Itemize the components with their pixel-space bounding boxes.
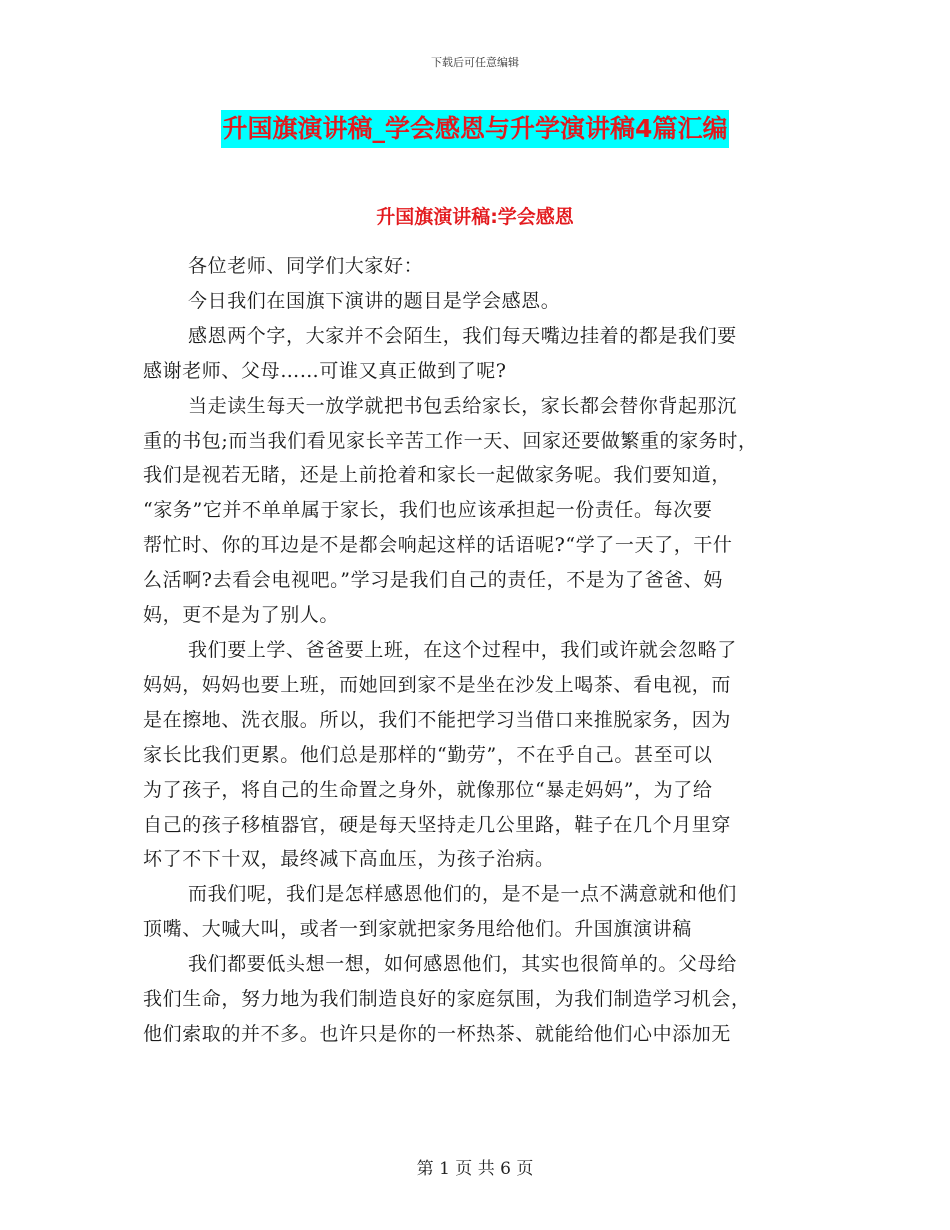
paragraph-line: 他们索取的并不多。也许只是你的一杯热茶、就能给他们心中添加无 xyxy=(143,1022,732,1045)
paragraph-line: 重的书包;而当我们看见家长辛苦工作一天、回家还要做繁重的家务时， xyxy=(143,429,758,452)
paragraph-line: 感恩两个字，大家并不会陌生，我们每天嘴边挂着的都是我们要 xyxy=(188,324,737,347)
paragraph-line: 顶嘴、大喊大叫，或者一到家就把家务甩给他们。升国旗演讲稿 xyxy=(143,918,692,941)
paragraph-line: 家长比我们更累。他们总是那样的“勤劳”，不在乎自己。甚至可以 xyxy=(143,743,713,766)
main-title: 升国旗演讲稿_学会感恩与升学演讲稿4篇汇编 xyxy=(221,110,730,148)
paragraph-line: 帮忙时、你的耳边是不是都会响起这样的话语呢?“学了一天了，干什 xyxy=(143,534,733,557)
paragraph-line: 妈，更不是为了别人。 xyxy=(143,604,340,627)
paragraph-line: 坏了不下十双，最终减下高血压，为孩子治病。 xyxy=(143,848,555,871)
paragraph-line: 妈妈，妈妈也要上班，而她回到家不是坐在沙发上喝茶、看电视，而 xyxy=(143,673,732,696)
paragraph-line: “家务”它并不单单属于家长，我们也应该承担起一份责任。每次要 xyxy=(143,499,713,522)
paragraph-line: 各位老师、同学们大家好： xyxy=(188,255,424,277)
paragraph-line: 我们都要低头想一想，如何感恩他们，其实也很简单的。父母给 xyxy=(188,953,737,976)
main-title-container xyxy=(0,110,950,148)
page-footer: 第 1 页 共 6 页 xyxy=(416,1159,534,1179)
section-title: 升国旗演讲稿:学会感恩 xyxy=(376,206,574,228)
paragraph-line: 我们是视若无睹，还是上前抢着和家长一起做家务呢。我们要知道， xyxy=(143,464,732,487)
header-note: 下载后可任意编辑 xyxy=(431,56,519,69)
paragraph-line: 自己的孩子移植器官，硬是每天坚持走几公里路，鞋子在几个月里穿 xyxy=(143,813,732,836)
paragraph-line: 是在擦地、洗衣服。所以，我们不能把学习当借口来推脱家务，因为 xyxy=(143,708,732,731)
paragraph-line: 当走读生每天一放学就把书包丢给家长，家长都会替你背起那沉 xyxy=(188,394,737,417)
paragraph-line: 而我们呢，我们是怎样感恩他们的，是不是一点不满意就和他们 xyxy=(188,883,737,906)
body-text xyxy=(143,249,823,1052)
paragraph-line: 为了孩子，将自己的生命置之身外，就像那位“暴走妈妈”，为了给 xyxy=(143,778,713,801)
paragraph-line: 我们生命，努力地为我们制造良好的家庭氛围，为我们制造学习机会， xyxy=(143,988,751,1011)
paragraph-line: 今日我们在国旗下演讲的题目是学会感恩。 xyxy=(188,289,561,312)
paragraph-line: 么活啊?去看会电视吧。”学习是我们自己的责任，不是为了爸爸、妈 xyxy=(143,569,724,592)
paragraph-line: 我们要上学、爸爸要上班，在这个过程中，我们或许就会忽略了 xyxy=(188,638,737,661)
paragraph-line: 感谢老师、父母……可谁又真正做到了呢? xyxy=(143,359,507,382)
